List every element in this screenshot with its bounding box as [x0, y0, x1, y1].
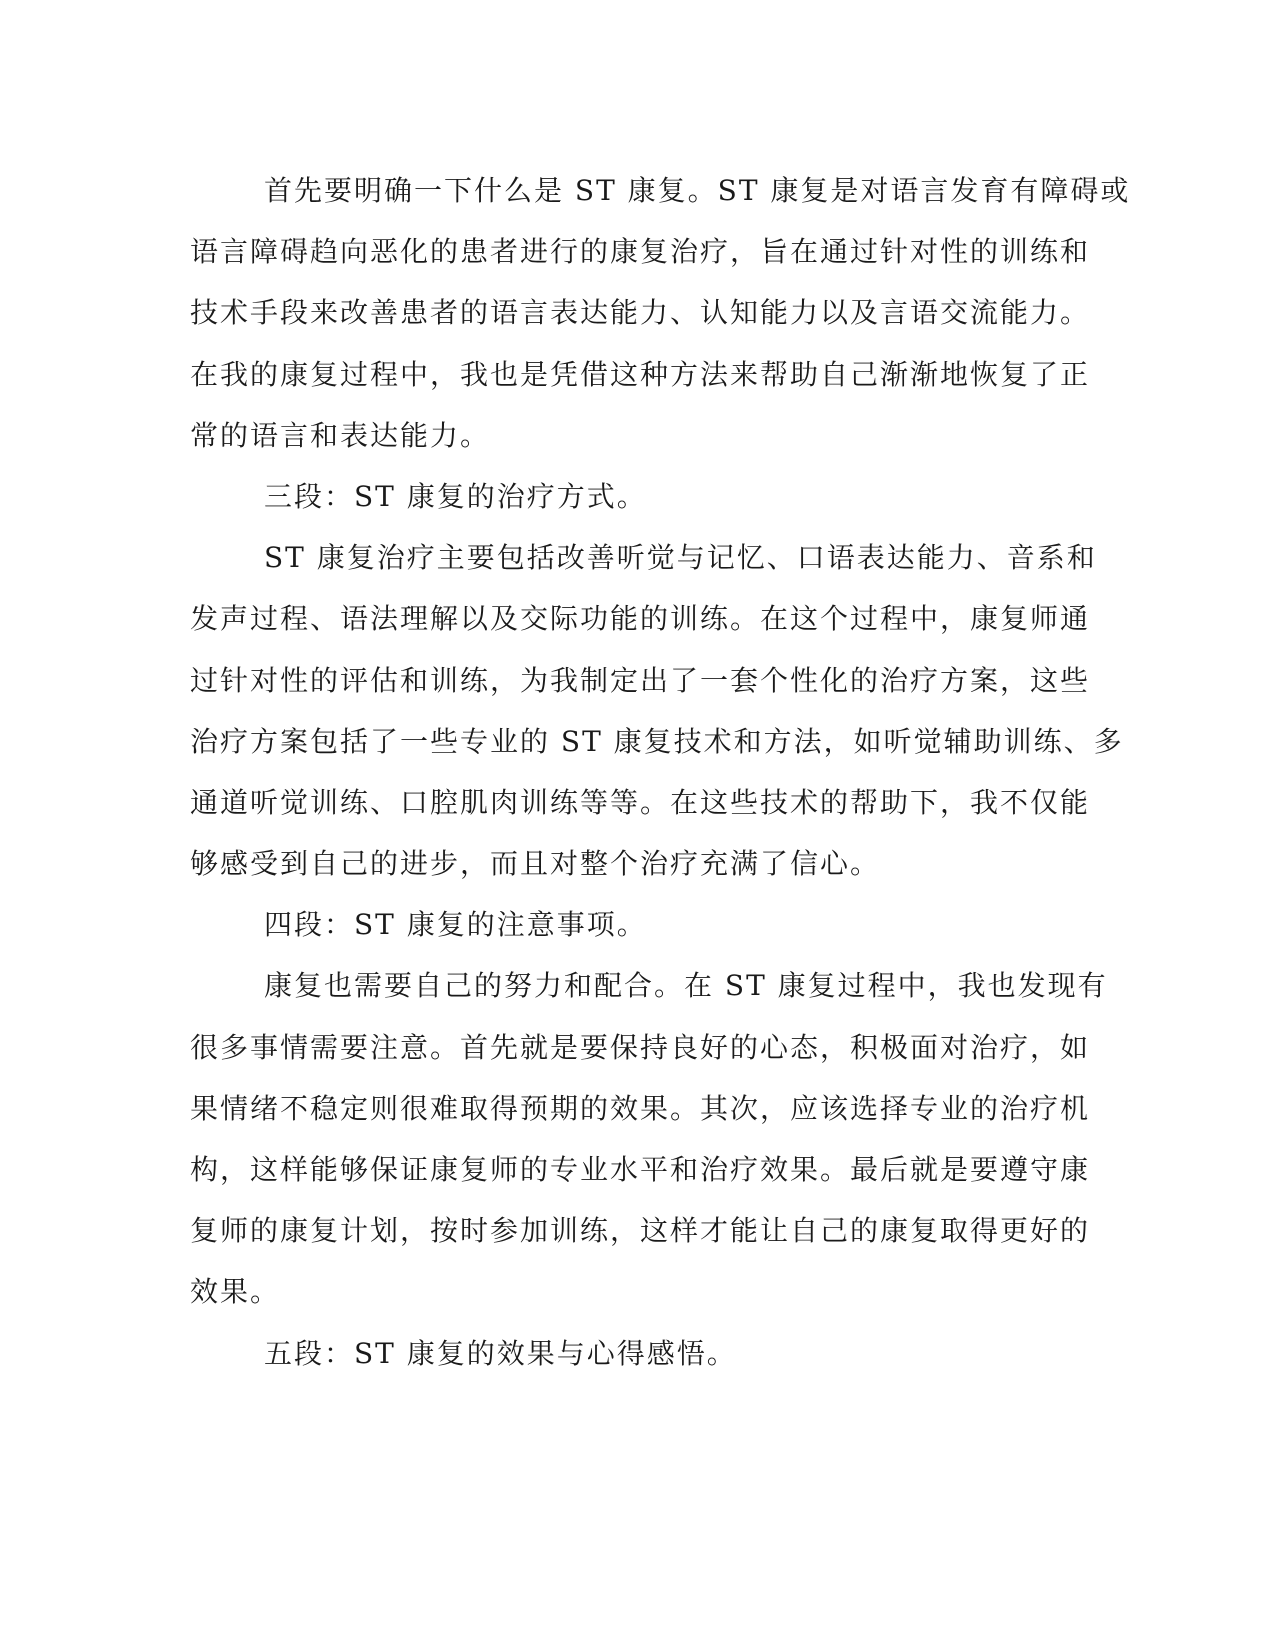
text-line: 果情绪不稳定则很难取得预期的效果。其次，应该选择专业的治疗机	[190, 1091, 1091, 1125]
text-line: ST 康复治疗主要包括改善听觉与记忆、口语表达能力、音系和	[264, 541, 1097, 575]
text-line: 常的语言和表达能力。	[190, 418, 491, 452]
paragraph-what-is-st	[190, 160, 1131, 466]
section-heading-4: 四段：ST 康复的注意事项。	[264, 908, 647, 942]
text-line: 很多事情需要注意。首先就是要保持良好的心态，积极面对治疗，如	[190, 1030, 1091, 1064]
section-heading-3: 三段：ST 康复的治疗方式。	[264, 479, 647, 513]
text-line: 通道听觉训练、口腔肌肉训练等等。在这些技术的帮助下，我不仅能	[190, 785, 1091, 819]
text-line: 构，这样能够保证康复师的专业水平和治疗效果。最后就是要遵守康	[190, 1153, 1091, 1186]
text-line: 首先要明确一下什么是 ST 康复。ST 康复是对语言发育有障碍或	[264, 174, 1131, 207]
paragraph-treatment-methods	[190, 527, 1124, 894]
section-heading-5: 五段：ST 康复的效果与心得感悟。	[264, 1336, 737, 1370]
text-line: 复师的康复计划，按时参加训练，这样才能让自己的康复取得更好的	[190, 1214, 1091, 1248]
text-line: 治疗方案包括了一些专业的 ST 康复技术和方法，如听觉辅助训练、多	[190, 724, 1124, 758]
text-line: 过针对性的评估和训练，为我制定出了一套个性化的治疗方案，这些	[190, 663, 1091, 697]
text-line: 发声过程、语法理解以及交际功能的训练。在这个过程中，康复师通	[190, 602, 1091, 636]
text-line: 语言障碍趋向恶化的患者进行的康复治疗，旨在通过针对性的训练和	[190, 235, 1091, 269]
text-line: 效果。	[190, 1275, 281, 1309]
document-body	[190, 160, 1131, 1384]
paragraph-precautions	[190, 955, 1108, 1322]
text-line: 在我的康复过程中，我也是凭借这种方法来帮助自己渐渐地恢复了正	[190, 357, 1091, 391]
text-line: 技术手段来改善患者的语言表达能力、认知能力以及言语交流能力。	[190, 296, 1091, 330]
text-line: 够感受到自己的进步，而且对整个治疗充满了信心。	[190, 847, 881, 881]
text-line: 康复也需要自己的努力和配合。在 ST 康复过程中，我也发现有	[264, 969, 1108, 1003]
